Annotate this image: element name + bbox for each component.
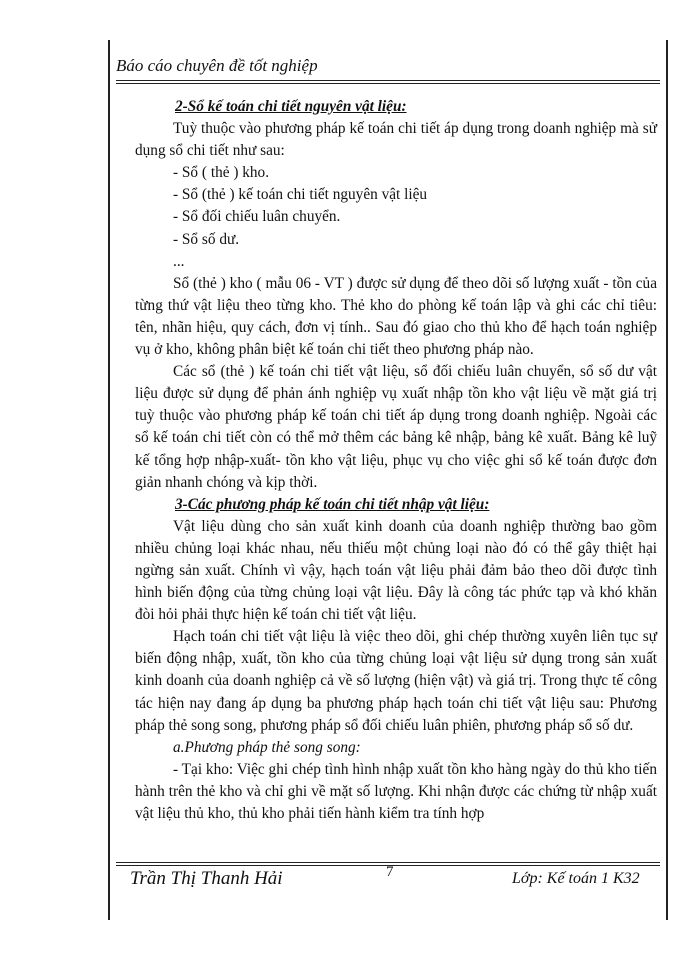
paragraph: Các sổ (thẻ ) kế toán chi tiết vật liệu, sổ đối chiếu luân chuyển, sổ số dư vật liệu được sử dụng để phản ánh nghiệp vụ xuất nhập tồn kho vật liệu về mặt giá trị tuỳ thuộc vào phương pháp kế toán chi tiết áp dụng trong doanh nghiệp. Ngoài các sổ kế toán chi tiết còn có thể mở thêm các bảng kê nhập, bảng kê xuất. Bảng kê luỹ kế tổng hợp nhập-xuất- tồn kho vật liệu, phục vụ cho việc ghi sổ kế toán được đơn giản nhanh chóng và kịp thời. [135,363,657,491]
section-heading: 3-Các phương pháp kế toán chi tiết nhập vật liệu: [175,495,490,513]
footer-class: Lớp: Kế toán 1 K32 [512,870,640,887]
list-item: - Sổ số dư. [173,230,240,248]
paragraph: - Tại kho: Việc ghi chép tình hình nhập xuất tồn kho hàng ngày do thủ kho tiến hành trên thẻ kho và chỉ ghi về mặt số lượng. Khi nhận được các chứng từ nhập xuất vật liệu thủ kho, thủ kho phải tiến hành kiểm tra tính hợp [135,760,657,822]
list-item: - Sổ ( thẻ ) kho. [173,164,270,182]
subsection-heading: a.Phương pháp thẻ song song: [173,738,361,756]
list-item: - Sổ (thẻ ) kế toán chi tiết nguyên vật liệu [173,186,428,204]
ellipsis: ... [173,252,185,270]
page-number: 7 [386,864,394,880]
paragraph: Tuỳ thuộc vào phương pháp kế toán chi tiết áp dụng trong doanh nghiệp mà sử dụng sổ chi tiết như sau: [135,120,657,160]
list-item: - Sổ đối chiếu luân chuyển. [173,208,341,226]
paragraph: Vật liệu dùng cho sản xuất kinh doanh của doanh nghiệp thường bao gồm nhiều chủng loại khác nhau, nếu thiếu một chủng loại nào đó có thể gây thiệt hại ngừng sản xuất. Chính vì vậy, hạch toán vật liệu phải đảm bảo theo dõi được tình hình biến động của từng chủng loại vật liệu. Đây là công tác phức tạp và khó khăn đòi hỏi phải thực hiện kế toán chi tiết vật liệu. [135,517,657,624]
header-divider [116,80,660,84]
document-body [135,96,657,825]
section-heading: 2-Sổ kế toán chi tiết nguyên vật liệu: [175,98,407,115]
paragraph: Hạch toán chi tiết vật liệu là việc theo dõi, ghi chép thường xuyên liên tục sự biến động nhập, xuất, tồn kho của từng chủng loại vật liệu sử dụng trong sản xuất kinh doanh của doanh nghiệp cả về số lượng (hiện vật) và giá trị. Trong thực tế công tác hiện nay đang áp dụng ba phương pháp hạch toán chi tiết vật liệu sau: Phương pháp thẻ song song, phương pháp sổ đối chiếu luân phiên, phương pháp sổ số dư. [135,628,657,734]
paragraph: Sổ (thẻ ) kho ( mẫu 06 - VT ) được sử dụng để theo dõi số lượng xuất - tồn của từng thứ vật liệu theo từng kho. Thẻ kho do phòng kế toán lập và ghi các chỉ tiêu: tên, nhãn hiệu, quy cách, đơn vị tính.. Sau đó giao cho thủ kho để hạch toán nghiệp vụ ở kho, không phân biệt kế toán chi tiết theo phương pháp nào. [135,274,657,359]
footer-author: Trần Thị Thanh Hải [130,868,283,889]
page-header-title: Báo cáo chuyên đề tốt nghiệp [116,56,318,75]
